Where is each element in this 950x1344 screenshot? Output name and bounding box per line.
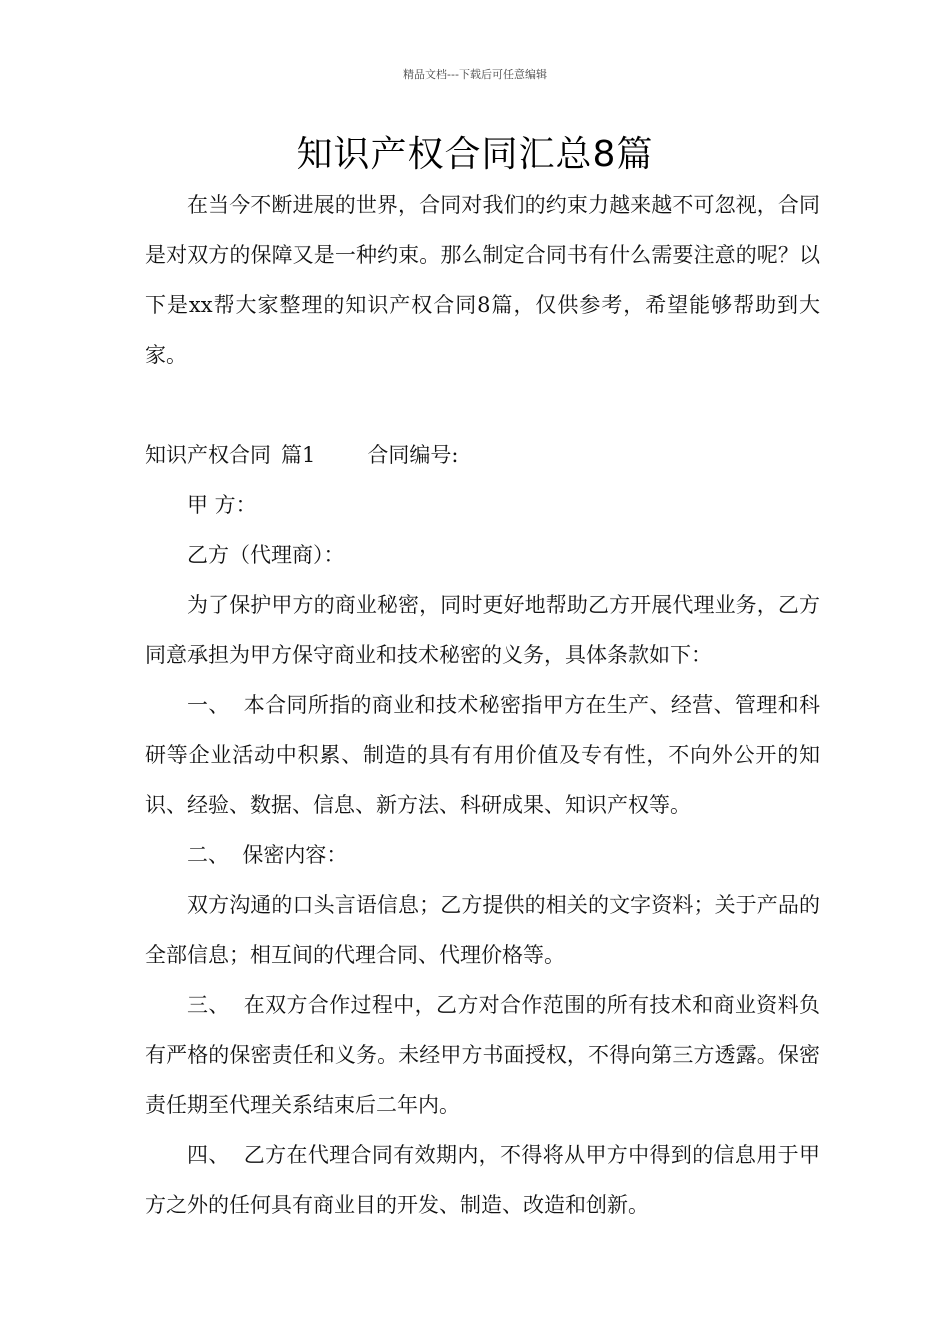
clause-4: 四、 乙方在代理合同有效期内，不得将从甲方中得到的信息用于甲方之外的任何具有商业目的开发、制造、改造和创新。 <box>145 1143 820 1217</box>
party-b-line: 乙方（代理商）： <box>187 543 345 567</box>
contract-number-label: 合同编号: <box>367 443 459 467</box>
clause-3: 三、 在双方合作过程中，乙方对合作范围的所有技术和商业资料负有严格的保密责任和义务。未经甲方书面授权，不得向第三方透露。保密责任期至代理关系结束后二年内。 <box>145 993 820 1117</box>
clause-2-heading: 二、 保密内容： <box>187 843 348 867</box>
clause-1: 一、 本合同所指的商业和技术秘密指甲方在生产、经营、管理和科研等企业活动中积累、制造的具有有用价值及专有性，不向外公开的知识、经验、数据、信息、新方法、科研成果、知识产权等。 <box>145 693 820 817</box>
section-part: 篇1 <box>281 443 316 467</box>
intro-paragraph: 在当今不断进展的世界，合同对我们的约束力越来越不可忽视，合同是对双方的保障又是一种约束。那么制定合同书有什么需要注意的呢？以下是xx帮大家整理的知识产权合同8篇，仅供参考，希望能够帮助到大家。 <box>145 193 820 367</box>
preamble-paragraph: 为了保护甲方的商业秘密，同时更好地帮助乙方开展代理业务，乙方同意承担为甲方保守商业和技术秘密的义务，具体条款如下： <box>145 593 820 667</box>
document-body <box>145 180 820 1230</box>
page-header: 精品文档---下载后可任意编辑 <box>403 68 547 81</box>
party-a-line: 甲 方： <box>187 493 257 517</box>
section-name: 知识产权合同 <box>145 443 271 467</box>
clause-2-content: 双方沟通的口头言语信息；乙方提供的相关的文字资料；关于产品的全部信息；相互间的代理合同、代理价格等。 <box>145 893 820 967</box>
document-title: 知识产权合同汇总8篇 <box>296 134 654 175</box>
section-heading <box>145 430 820 480</box>
